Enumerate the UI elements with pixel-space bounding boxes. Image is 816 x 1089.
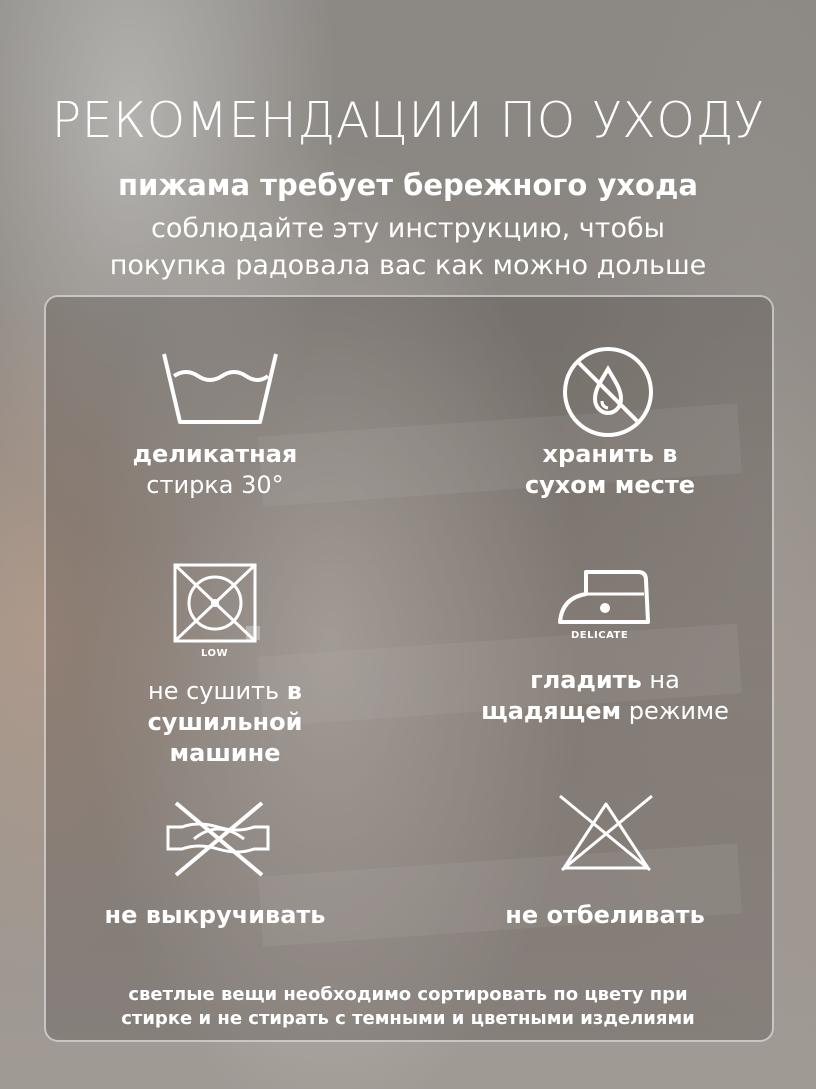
page-subtitle: пижама требует бережного ухода [118, 168, 698, 202]
iron-icon-label: DELICATE [571, 630, 629, 641]
iron-icon [556, 568, 656, 628]
page-title: РЕКОМЕНДАЦИИ ПО УХОДУ [51, 92, 765, 149]
no-bleach-caption: не отбеливать [505, 901, 705, 929]
washing-tub-icon [160, 350, 280, 426]
intro-text [0, 210, 816, 284]
no-bleach-icon [556, 792, 656, 874]
no-tumble-icon-label: LOW [201, 648, 229, 659]
no-tumble-dry-icon [172, 562, 262, 644]
no-tumble-caption: не сушить в сушильной машине [147, 677, 303, 767]
footer-note: светлые вещи необходимо сортировать по цвету при стирке и не стирать с темными и цветными изделиями [121, 984, 695, 1029]
iron-caption: гладить на щадящем режиме [481, 666, 729, 725]
dry-place-caption: хранить в сухом месте [524, 440, 696, 499]
no-water-drop-icon [561, 345, 655, 439]
intro-line-2: покупка радовала вас как можно дольше [109, 250, 707, 281]
wash-caption: деликатная стирка 30° [132, 440, 298, 499]
no-wring-icon [164, 799, 274, 879]
intro-line-1: соблюдайте эту инструкцию, чтобы [151, 213, 665, 244]
no-wring-caption: не выкручивать [104, 901, 326, 929]
